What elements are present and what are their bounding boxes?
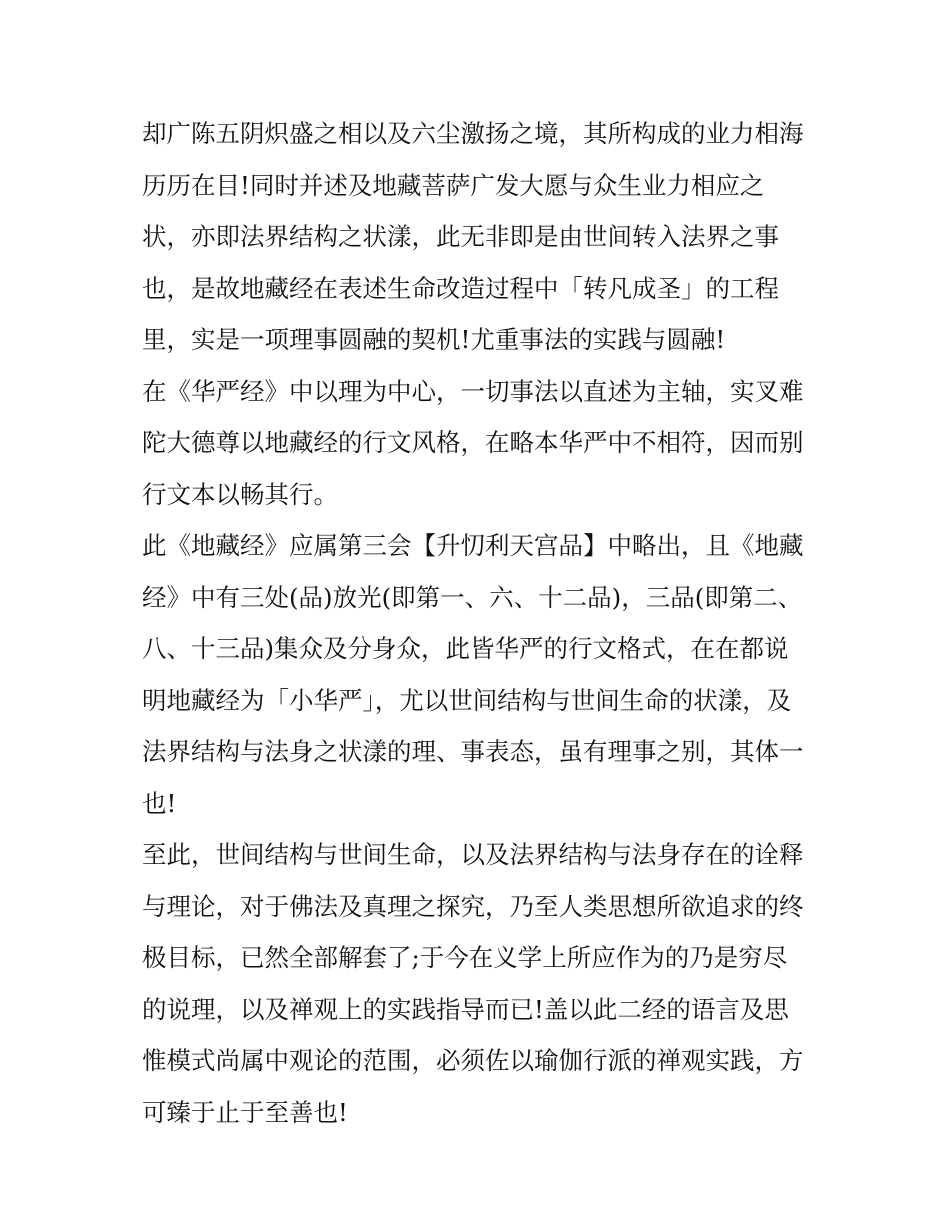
text-line: 可臻于止于至善也! xyxy=(142,1097,348,1127)
text-line: 在《华严经》中以理为中心，一切事法以直述为主轴，实叉难 xyxy=(142,376,804,406)
text-line: 也，是故地藏经在表述生命改造过程中「转凡成圣」的工程 xyxy=(142,273,779,303)
text-line: 与理论，对于佛法及真理之探究，乃至人类思想所欲追求的终 xyxy=(142,891,804,921)
text-line: 经》中有三处(品)放光(即第一、六、十二品)，三品(即第二、 xyxy=(142,582,803,612)
text-line: 惟模式尚属中观论的范围，必须佐以瑜伽行派的禅观实践，方 xyxy=(142,1046,804,1075)
text-line: 里，实是一项理事圆融的契机!尤重事法的实践与圆融! xyxy=(142,325,726,354)
text-line: 法界结构与法身之状漾的理、事表态，虽有理事之别，其体一 xyxy=(142,737,804,766)
text-line: 历历在目!同时并述及地藏菩萨广发大愿与众生业力相应之 xyxy=(142,170,765,200)
text-line: 至此，世间结构与世间生命，以及法界结构与法身存在的诠释 xyxy=(142,840,804,869)
text-line: 八、十三品)集众及分身众，此皆华严的行文格式，在在都说 xyxy=(142,634,789,663)
text-line: 状，亦即法界结构之状漾，此无非即是由世间转入法界之事 xyxy=(142,222,779,251)
text-line: 明地藏经为「小华严」，尤以世间结构与世间生命的状漾，及 xyxy=(142,685,792,715)
text-line: 极目标，已然全部解套了;于今在义学上所应作为的乃是穷尽 xyxy=(142,943,788,972)
body-text xyxy=(142,108,822,1138)
text-line: 此《地藏经》应属第三会【升忉利天宫品】中略出，且《地藏 xyxy=(142,531,804,560)
text-line: 的说理，以及禅观上的实践指导而已!盖以此二经的语言及思 xyxy=(142,994,789,1024)
text-line: 也! xyxy=(142,788,177,818)
text-line: 陀大德尊以地藏经的行文风格，在略本华严中不相符，因而别 xyxy=(142,428,804,457)
text-line: 却广陈五阴炽盛之相以及六尘激扬之境，其所构成的业力相海 xyxy=(142,119,804,148)
text-line: 行文本以畅其行。 xyxy=(142,479,338,509)
